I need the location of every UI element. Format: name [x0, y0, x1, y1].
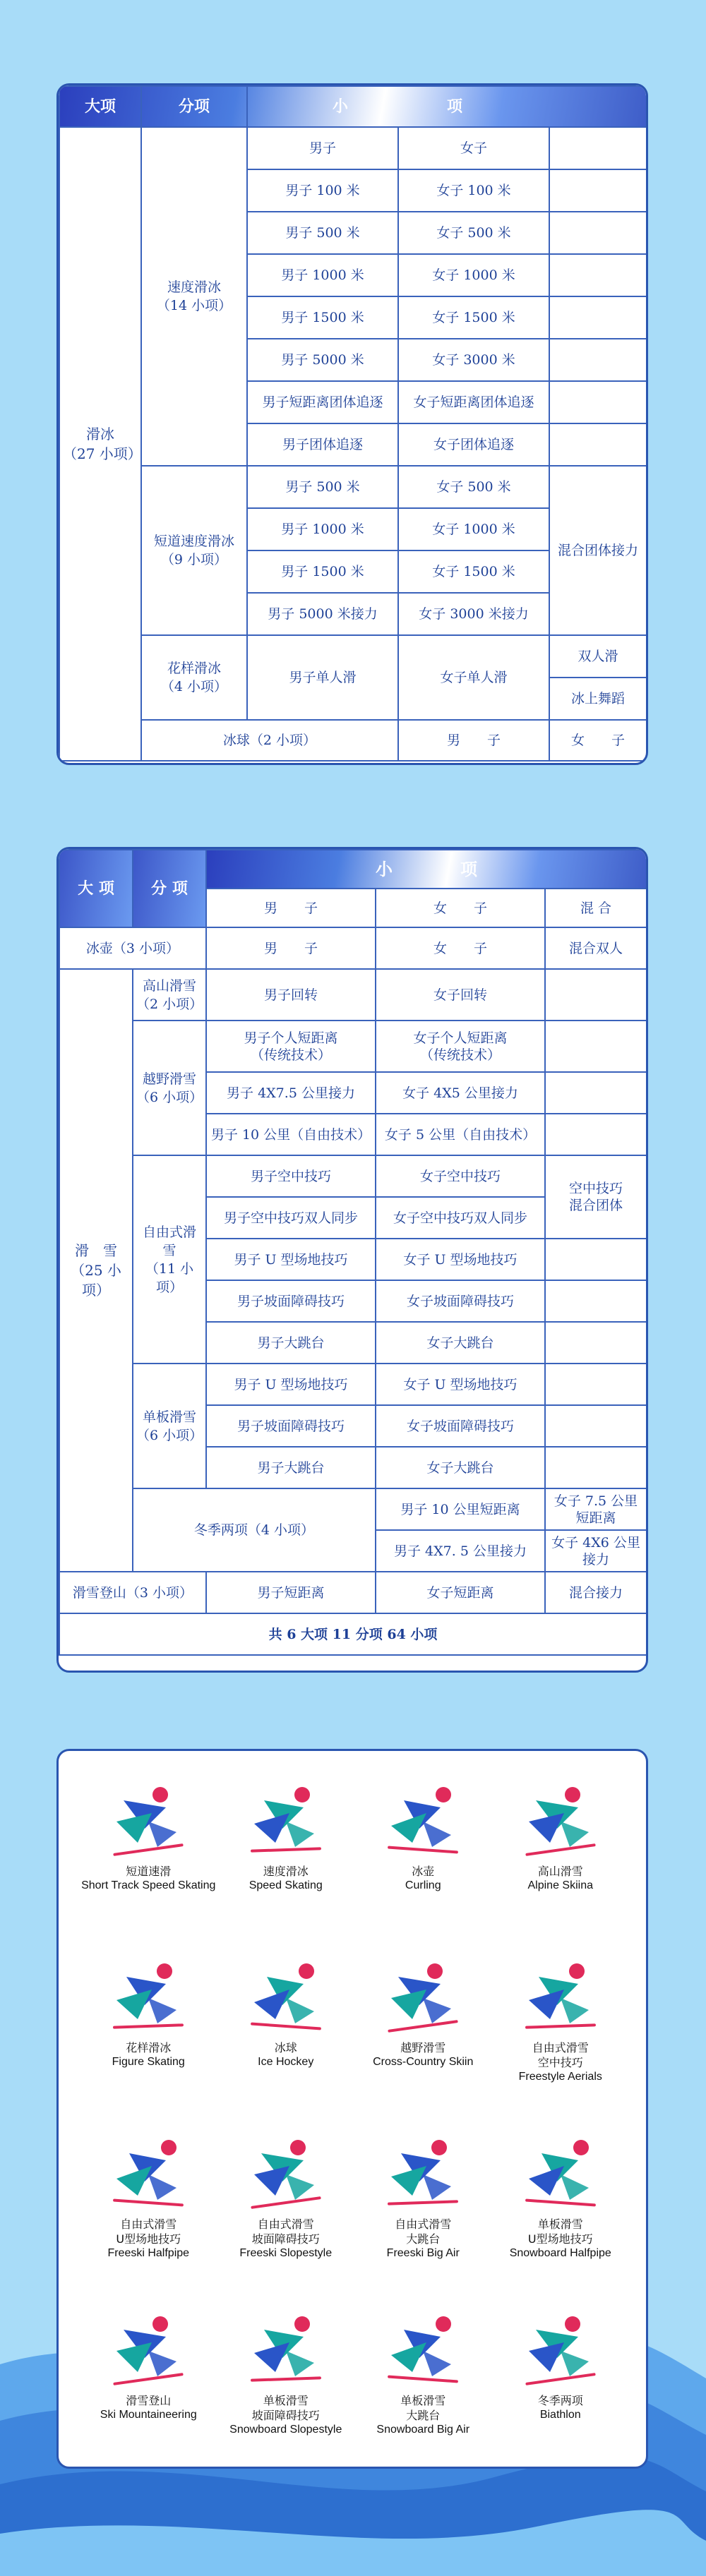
cell-empty — [549, 169, 647, 212]
cell: 女子 100 米 — [398, 169, 549, 212]
pictogram-tile — [217, 1956, 355, 2118]
table-row — [59, 1572, 647, 1613]
cell: 男子大跳台 — [206, 1322, 376, 1364]
pictogram-zh-label: 花样滑冰 — [126, 2041, 172, 2054]
cell-empty — [545, 1405, 647, 1447]
sb-label: 单板滑雪 — [142, 1409, 196, 1425]
cell-empty — [545, 1072, 647, 1114]
pictogram-en-label: Freeski Big Air — [386, 2247, 460, 2259]
fs-mixed-cell — [545, 1155, 647, 1239]
pictogram-en-label: Ski Mountaineering — [100, 2409, 197, 2421]
biathlon-category: 冬季两项（4 小项） — [133, 1488, 376, 1572]
skiing-count: （25 小项） — [71, 1262, 121, 1299]
cell: 男子 1000 米 — [247, 508, 398, 550]
pictogram-tile — [217, 1779, 355, 1942]
header-big-event: 大 项 — [59, 850, 133, 927]
cross-country-icon — [370, 1956, 476, 2035]
cell-empty — [545, 1114, 647, 1155]
ice-sports-table — [59, 85, 647, 762]
table-row — [59, 1155, 647, 1197]
pictogram-zh-label: 冰球 — [274, 2041, 297, 2054]
pictogram-tile — [80, 2132, 217, 2294]
cell: 女子 U 型场地技巧 — [376, 1239, 545, 1280]
cell: 女子 — [398, 127, 549, 169]
ski-mountaineering-category: 滑雪登山（3 小项） — [59, 1572, 206, 1613]
pictogram-tile — [492, 2309, 630, 2469]
freeski-slopestyle-icon — [233, 2132, 339, 2211]
header-big-event: 大项 — [59, 86, 141, 127]
cell: 男子短距离 — [206, 1572, 376, 1613]
pictogram-zh-label: 自由式滑雪 — [532, 2041, 589, 2054]
total-row — [59, 1613, 647, 1655]
speed-skating-icon — [233, 1779, 339, 1858]
cell: 男子 10 公里（自由技术） — [206, 1114, 376, 1155]
cell: 男子 500 米 — [247, 466, 398, 508]
cell: 男子 5000 米接力 — [247, 593, 398, 635]
header-women: 女 子 — [376, 889, 545, 927]
alpine-label: 高山滑雪 — [142, 977, 196, 994]
cell: 男子 1000 米 — [247, 254, 398, 296]
pictogram-tile — [217, 2132, 355, 2294]
cell — [376, 1021, 545, 1072]
pictogram-zh-label: U型场地技巧 — [116, 2232, 181, 2246]
header-discipline: 分项 — [141, 86, 247, 127]
cell: 女子 7.5 公里短距离 — [545, 1488, 647, 1530]
cell-line: （传统技术） — [419, 1047, 501, 1063]
snow-sports-table — [59, 849, 647, 1656]
cell-empty — [545, 1021, 647, 1072]
ice-hockey-category: 冰球（2 小项） — [141, 720, 398, 761]
pictogram-en-label: Figure Skating — [112, 2056, 185, 2068]
pictogram-zh-label: 单板滑雪 — [263, 2394, 309, 2407]
ice-hockey-icon — [233, 1956, 339, 2035]
table-row — [59, 635, 647, 678]
pictogram-en-label: Snowboard Halfpipe — [509, 2247, 611, 2259]
header-discipline: 分 项 — [133, 850, 206, 927]
pictogram-zh-label: U型场地技巧 — [527, 2232, 593, 2246]
cell: 男子短距离团体追逐 — [247, 381, 398, 423]
pictogram-zh-label: 大跳台 — [406, 2232, 441, 2246]
table-row — [59, 969, 647, 1021]
biathlon-icon — [508, 2309, 614, 2388]
table-header-row — [59, 86, 647, 127]
short-label: 短道速度滑冰 — [153, 534, 234, 549]
cell: 混合双人 — [545, 927, 647, 969]
pictogram-grid — [80, 1779, 629, 2469]
cell: 男子 4X7. 5 公里接力 — [376, 1530, 545, 1572]
cell: 女子大跳台 — [376, 1447, 545, 1488]
cell: 男子 1500 米 — [247, 296, 398, 339]
cell: 女子 U 型场地技巧 — [376, 1364, 545, 1405]
snowboard-discipline — [133, 1364, 206, 1488]
cell: 男子回转 — [206, 969, 376, 1021]
cell-empty — [549, 254, 647, 296]
cell-empty — [545, 1322, 647, 1364]
cell: 女子 1000 米 — [398, 254, 549, 296]
cell: 男子 U 型场地技巧 — [206, 1364, 376, 1405]
aerials-icon — [508, 1956, 614, 2035]
cross-country-discipline — [133, 1021, 206, 1155]
pictogram-zh-label: 坡面障碍技巧 — [251, 2232, 320, 2246]
cell-line: 空中技巧 — [569, 1181, 623, 1196]
cell: 男子空中技巧 — [206, 1155, 376, 1197]
cell: 女子回转 — [376, 969, 545, 1021]
cell: 女子 1500 米 — [398, 296, 549, 339]
cell: 女子 4X5 公里接力 — [376, 1072, 545, 1114]
pictogram-tile — [80, 2309, 217, 2469]
speed-count: （14 小项） — [156, 298, 232, 313]
pictogram-en-label: Short Track Speed Skating — [81, 1879, 216, 1891]
pictogram-en-label: Alpine Skiina — [527, 1879, 593, 1891]
table-row — [59, 1488, 647, 1530]
pictogram-zh-label: 高山滑雪 — [537, 1865, 583, 1878]
mixed-relay-cell: 混合团体接力 — [549, 466, 647, 635]
cell: 男子 U 型场地技巧 — [206, 1239, 376, 1280]
cell: 女子 500 米 — [398, 212, 549, 254]
cell: 男子团体追逐 — [247, 423, 398, 466]
cell-empty — [549, 423, 647, 466]
cell: 女子短距离 — [376, 1572, 545, 1613]
curling-icon — [370, 1779, 476, 1858]
table-row — [59, 127, 647, 169]
total-summary: 共 6 大项 11 分项 64 小项 — [59, 1613, 647, 1655]
cell: 男子 4X7.5 公里接力 — [206, 1072, 376, 1114]
pictogram-en-label: Freeski Slopestyle — [239, 2247, 333, 2259]
cell: 男子 1500 米 — [247, 550, 398, 593]
pictogram-zh-label: 冰壶 — [412, 1865, 435, 1878]
pictogram-en-label: Curling — [405, 1879, 441, 1891]
pictogram-zh-label: 自由式滑雪 — [395, 2217, 452, 2231]
cell-empty — [549, 212, 647, 254]
cell-empty — [545, 1447, 647, 1488]
pictogram-tile — [80, 1779, 217, 1942]
freeski-halfpipe-icon — [95, 2132, 201, 2211]
pictogram-tile — [80, 1956, 217, 2118]
cell-empty — [549, 296, 647, 339]
pictogram-zh-label: 速度滑冰 — [263, 1865, 309, 1878]
speed-label: 速度滑冰 — [167, 279, 221, 295]
figure-label: 花样滑冰 — [167, 661, 221, 676]
cell: 女子 3000 米接力 — [398, 593, 549, 635]
skiing-label: 滑 雪 — [75, 1242, 117, 1259]
freestyle-discipline — [133, 1155, 206, 1364]
pictogram-en-label: Cross-Country Skiin — [373, 2056, 474, 2068]
header-events: 小项 — [247, 86, 647, 127]
table-row — [59, 720, 647, 761]
freeski-bigair-icon — [370, 2132, 476, 2211]
cell: 女子 4X6 公里接力 — [545, 1530, 647, 1572]
pictogram-zh-label: 越野滑雪 — [400, 2041, 446, 2054]
pictogram-en-label: Freeski Halfpipe — [107, 2247, 190, 2259]
cell: 男子坡面障碍技巧 — [206, 1280, 376, 1322]
cell-line: 男子个人短距离 — [244, 1030, 338, 1046]
pictogram-tile — [354, 2309, 492, 2469]
pictogram-zh-label: 短道速滑 — [126, 1865, 172, 1878]
skating-category — [59, 127, 141, 761]
ice-sports-table-card — [56, 83, 648, 765]
pictogram-zh-label: 空中技巧 — [537, 2056, 583, 2069]
skating-count: （27 小项） — [63, 445, 142, 462]
pictogram-tile — [354, 1779, 492, 1942]
short-track-icon — [95, 1779, 201, 1858]
cell: 男子 100 米 — [247, 169, 398, 212]
cell-empty — [545, 1364, 647, 1405]
cell: 女子空中技巧 — [376, 1155, 545, 1197]
xc-label: 越野滑雪 — [142, 1071, 196, 1087]
table-row — [59, 1021, 647, 1072]
cell: 男子 10 公里短距离 — [376, 1488, 545, 1530]
cell: 男子坡面障碍技巧 — [206, 1405, 376, 1447]
figure-skating-discipline — [141, 635, 247, 720]
cell-empty — [545, 1280, 647, 1322]
snow-sports-table-card — [56, 847, 648, 1673]
pictogram-zh-label: 单板滑雪 — [537, 2217, 583, 2231]
header-mixed: 混 合 — [545, 889, 647, 927]
cell: 女子大跳台 — [376, 1322, 545, 1364]
cell: 女子 1500 米 — [398, 550, 549, 593]
cell: 女子空中技巧双人同步 — [376, 1197, 545, 1239]
cell: 女子短距离团体追逐 — [398, 381, 549, 423]
table-header-row — [59, 850, 647, 889]
cell: 男子空中技巧双人同步 — [206, 1197, 376, 1239]
skating-label: 滑冰 — [86, 426, 114, 443]
pictogram-en-label: Freestyle Aerials — [518, 2071, 602, 2083]
curling-category: 冰壶（3 小项） — [59, 927, 206, 969]
cell: 女 子 — [376, 927, 545, 969]
cell: 男子 500 米 — [247, 212, 398, 254]
snowboard-halfpipe-icon — [508, 2132, 614, 2211]
pictogram-zh-label: 滑雪登山 — [126, 2394, 172, 2407]
skiing-category — [59, 969, 133, 1572]
cell: 男 子 — [398, 720, 549, 761]
cell-line: 女子个人短距离 — [413, 1030, 508, 1046]
speed-skating-discipline — [141, 127, 247, 466]
pictogram-tile — [492, 1956, 630, 2118]
cell: 女子单人滑 — [398, 635, 549, 720]
cell-line: 混合团体 — [569, 1198, 623, 1213]
pictogram-tile — [217, 2309, 355, 2469]
cell-empty — [549, 339, 647, 381]
cell: 男子 5000 米 — [247, 339, 398, 381]
pictogram-en-label: Speed Skating — [249, 1879, 323, 1891]
pictogram-en-label: Ice Hockey — [258, 2056, 314, 2068]
alpine-discipline — [133, 969, 206, 1021]
cell — [206, 1021, 376, 1072]
cell: 双人滑 — [549, 635, 647, 678]
figure-count: （4 小项） — [160, 679, 228, 694]
cell: 女 子 — [549, 720, 647, 761]
header-events: 小 项 — [206, 850, 647, 889]
fs-count: （11 小项） — [145, 1260, 194, 1295]
pictogram-en-label: Snowboard Big Air — [376, 2424, 470, 2436]
cell: 男子 — [247, 127, 398, 169]
pictogram-en-label: Snowboard Slopestyle — [229, 2424, 342, 2436]
table-row — [59, 1364, 647, 1405]
cell-empty — [549, 381, 647, 423]
pictogram-en-label: Biathlon — [539, 2409, 581, 2421]
pictogram-zh-label: 冬季两项 — [537, 2394, 583, 2407]
cell: 女子 3000 米 — [398, 339, 549, 381]
cell: 冰上舞蹈 — [549, 678, 647, 720]
sb-count: （6 小项） — [136, 1427, 203, 1443]
cell-empty — [549, 127, 647, 169]
snowboard-slopestyle-icon — [233, 2309, 339, 2388]
alpine-skiing-icon — [508, 1779, 614, 1858]
ski-mountaineering-icon — [95, 2309, 201, 2388]
cell-empty — [545, 969, 647, 1021]
cell-line: （传统技术） — [250, 1047, 331, 1063]
cell: 男 子 — [206, 927, 376, 969]
pictogram-tile — [492, 1779, 630, 1942]
pictogram-zh-label: 自由式滑雪 — [120, 2217, 177, 2231]
cell: 女子 5 公里（自由技术） — [376, 1114, 545, 1155]
cell: 女子坡面障碍技巧 — [376, 1405, 545, 1447]
pictogram-zh-label: 坡面障碍技巧 — [251, 2409, 320, 2422]
figure-skating-icon — [95, 1956, 201, 2035]
pictograms-card — [56, 1749, 648, 2469]
fs-label: 自由式滑雪 — [142, 1224, 196, 1258]
short-count: （9 小项） — [160, 552, 228, 567]
cell-empty — [545, 1239, 647, 1280]
cell: 女子坡面障碍技巧 — [376, 1280, 545, 1322]
xc-count: （6 小项） — [136, 1089, 203, 1105]
cell: 女子 1000 米 — [398, 508, 549, 550]
table-row — [59, 466, 647, 508]
pictogram-tile — [354, 1956, 492, 2118]
cell: 混合接力 — [545, 1572, 647, 1613]
alpine-count: （2 小项） — [136, 996, 203, 1012]
snowboard-bigair-icon — [370, 2309, 476, 2388]
pictogram-tile — [492, 2132, 630, 2294]
table-row — [59, 927, 647, 969]
pictogram-zh-label: 大跳台 — [406, 2409, 441, 2422]
pictogram-tile — [354, 2132, 492, 2294]
header-men: 男 子 — [206, 889, 376, 927]
short-track-discipline — [141, 466, 247, 635]
cell: 男子大跳台 — [206, 1447, 376, 1488]
cell: 男子单人滑 — [247, 635, 398, 720]
pictogram-zh-label: 自由式滑雪 — [257, 2217, 314, 2231]
cell: 女子 500 米 — [398, 466, 549, 508]
pictogram-zh-label: 单板滑雪 — [400, 2394, 446, 2407]
cell: 女子团体追逐 — [398, 423, 549, 466]
